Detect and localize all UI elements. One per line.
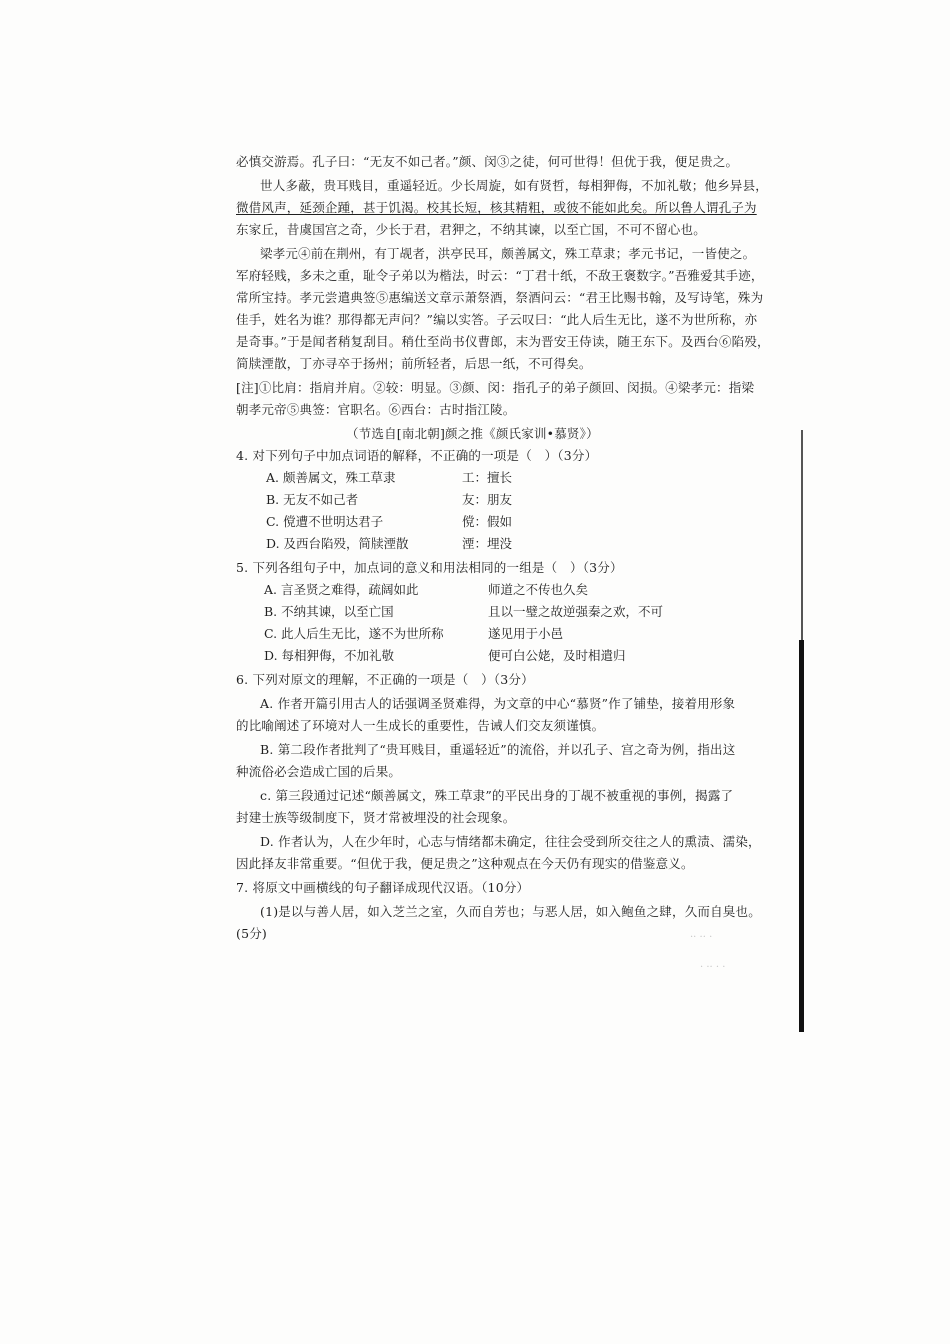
scan-noise: · ·· · ·	[700, 962, 726, 973]
q5-option-a-right: 师道之不传也久矣	[488, 582, 589, 597]
q6-option-c: c. 第三段通过记述“颇善属文，殊工草隶”的平民出身的丁觇不被重视的事例，揭露了	[260, 788, 734, 803]
question-7-stem: 7. 将原文中画横线的句子翻译成现代汉语。（10分）	[236, 880, 530, 895]
passage-line: 简牍湮散，丁亦寻卒于扬州；前所轻者，后思一纸，不可得矣。	[236, 356, 592, 371]
q4-option-a: A. 颇善属文，殊工草隶	[266, 470, 396, 485]
passage-line: 是奇事。”于是闻者稍复刮目。稍仕至尚书仪曹郎，末为晋安王侍读，随王东下。及西台⑥陷殁，	[236, 334, 770, 349]
passage-line: 东家丘，昔虞国宫之奇，少长于君，君狎之，不纳其谏，以至亡国，不可不留心也。	[236, 222, 706, 237]
q7-sentence-1: (1)是以与善人居，如入芝兰之室，久而自芳也；与恶人居，如入鲍鱼之肆，久而自臭也。	[260, 904, 761, 919]
q5-option-b-left: B. 不纳其谏，以至亡国	[264, 604, 394, 619]
q4-option-b-gloss: 友：朋友	[462, 492, 513, 507]
exam-text-block	[236, 140, 782, 1040]
question-4-stem: 4. 对下列句子中加点词语的解释，不正确的一项是（ ）（3分）	[236, 448, 598, 463]
passage-line: 必慎交游焉。孔子曰：“无友不如己者。”颜、闵③之徒，何可世得！但优于我，便足贵之。	[236, 154, 739, 169]
note-line: [注]①比肩：指肩并肩。②较：明显。③颜、闵：指孔子的弟子颜回、闵损。④梁孝元：指梁	[236, 380, 755, 395]
passage-line: 佳手，姓名为谁？那得都无声问？”编以实答。子云叹曰：“此人后生无比，遂不为世所称，亦	[236, 312, 758, 327]
scan-edge-bar	[799, 640, 804, 1032]
q6-option-b-cont: 种流俗必会造成亡国的后果。	[236, 764, 402, 779]
q5-option-a-left: A. 言圣贤之难得，疏阔如此	[264, 582, 419, 597]
q5-option-c-left: C. 此人后生无比，遂不为世所称	[264, 626, 444, 641]
passage-line: 常所宝持。孝元尝遣典签⑤惠编送文章示萧祭酒，祭酒问云：“君王比赐书翰，及写诗笔，殊为	[236, 290, 764, 305]
q6-option-a-cont: 的比喻阐述了环境对人一生成长的重要性，告诫人们交友须谨慎。	[236, 718, 605, 733]
q6-option-a: A. 作者开篇引用古人的话强调圣贤难得，为文章的中心“慕贤”作了铺垫，接着用形象	[260, 696, 736, 711]
q6-option-c-cont: 封建士族等级制度下，贤才常被埋没的社会现象。	[236, 810, 516, 825]
q6-option-b: B. 第二段作者批判了“贵耳贱目，重遥轻近”的流俗，并以孔子、宫之奇为例，指出这	[260, 742, 736, 757]
q6-option-d: D. 作者认为，人在少年时，心志与情绪都未确定，往往会受到所交往之人的熏渍、濡染，	[260, 834, 761, 849]
q4-option-d: D. 及西台陷殁，简牍湮散	[266, 536, 409, 551]
scan-edge-shadow	[801, 430, 803, 640]
q4-option-c: C. 傥遭不世明达君子	[266, 514, 384, 529]
q7-sentence-1-score: (5分)	[236, 926, 268, 941]
q5-option-d-right: 便可白公姥，及时相遣归	[488, 648, 626, 663]
q5-option-b-right: 且以一璧之故逆强秦之欢，不可	[488, 604, 664, 619]
source-citation: （节选自[南北朝]颜之推《颜氏家训•慕贤》）	[346, 426, 599, 441]
q4-option-b: B. 无友不如己者	[266, 492, 359, 507]
passage-line: 军府轻贱，多未之重，耻令子弟以为楷法，时云：“丁君十纸，不敌王褒数字。”吾雅爱其手迹，	[236, 268, 764, 283]
q5-option-d-left: D. 每相狎侮，不加礼敬	[264, 648, 395, 663]
q6-option-d-cont: 因此择友非常重要。“但优于我，便足贵之”这种观点在今天仍有现实的借鉴意义。	[236, 856, 694, 871]
passage-line: 梁孝元④前在荆州，有丁觇者，洪亭民耳，颇善属文，殊工草隶；孝元书记，一皆使之。	[260, 246, 756, 261]
q5-option-c-right: 遂见用于小邑	[488, 626, 564, 641]
passage-line: 世人多蔽，贵耳贱目，重遥轻近。少长周旋，如有贤哲，每相狎侮，不加礼敬；他乡异县，	[260, 178, 769, 193]
passage-line-underlined: 微借风声，延颈企踵，甚于饥渴。校其长短，核其精粗，或彼不能如此矣。所以鲁人谓孔子为	[236, 200, 757, 215]
question-5-stem: 5. 下列各组句子中，加点词的意义和用法相同的一组是（ ）（3分）	[236, 560, 623, 575]
q4-option-a-gloss: 工：擅长	[462, 470, 513, 485]
question-6-stem: 6. 下列对原文的理解，不正确的一项是（ ）（3分）	[236, 672, 534, 687]
scan-noise: ·· ·· ·	[690, 932, 713, 943]
q4-option-d-gloss: 湮：埋没	[462, 536, 513, 551]
note-line: 朝孝元帝⑤典签：官职名。⑥西台：古时指江陵。	[236, 402, 516, 417]
q4-option-c-gloss: 傥：假如	[462, 514, 513, 529]
